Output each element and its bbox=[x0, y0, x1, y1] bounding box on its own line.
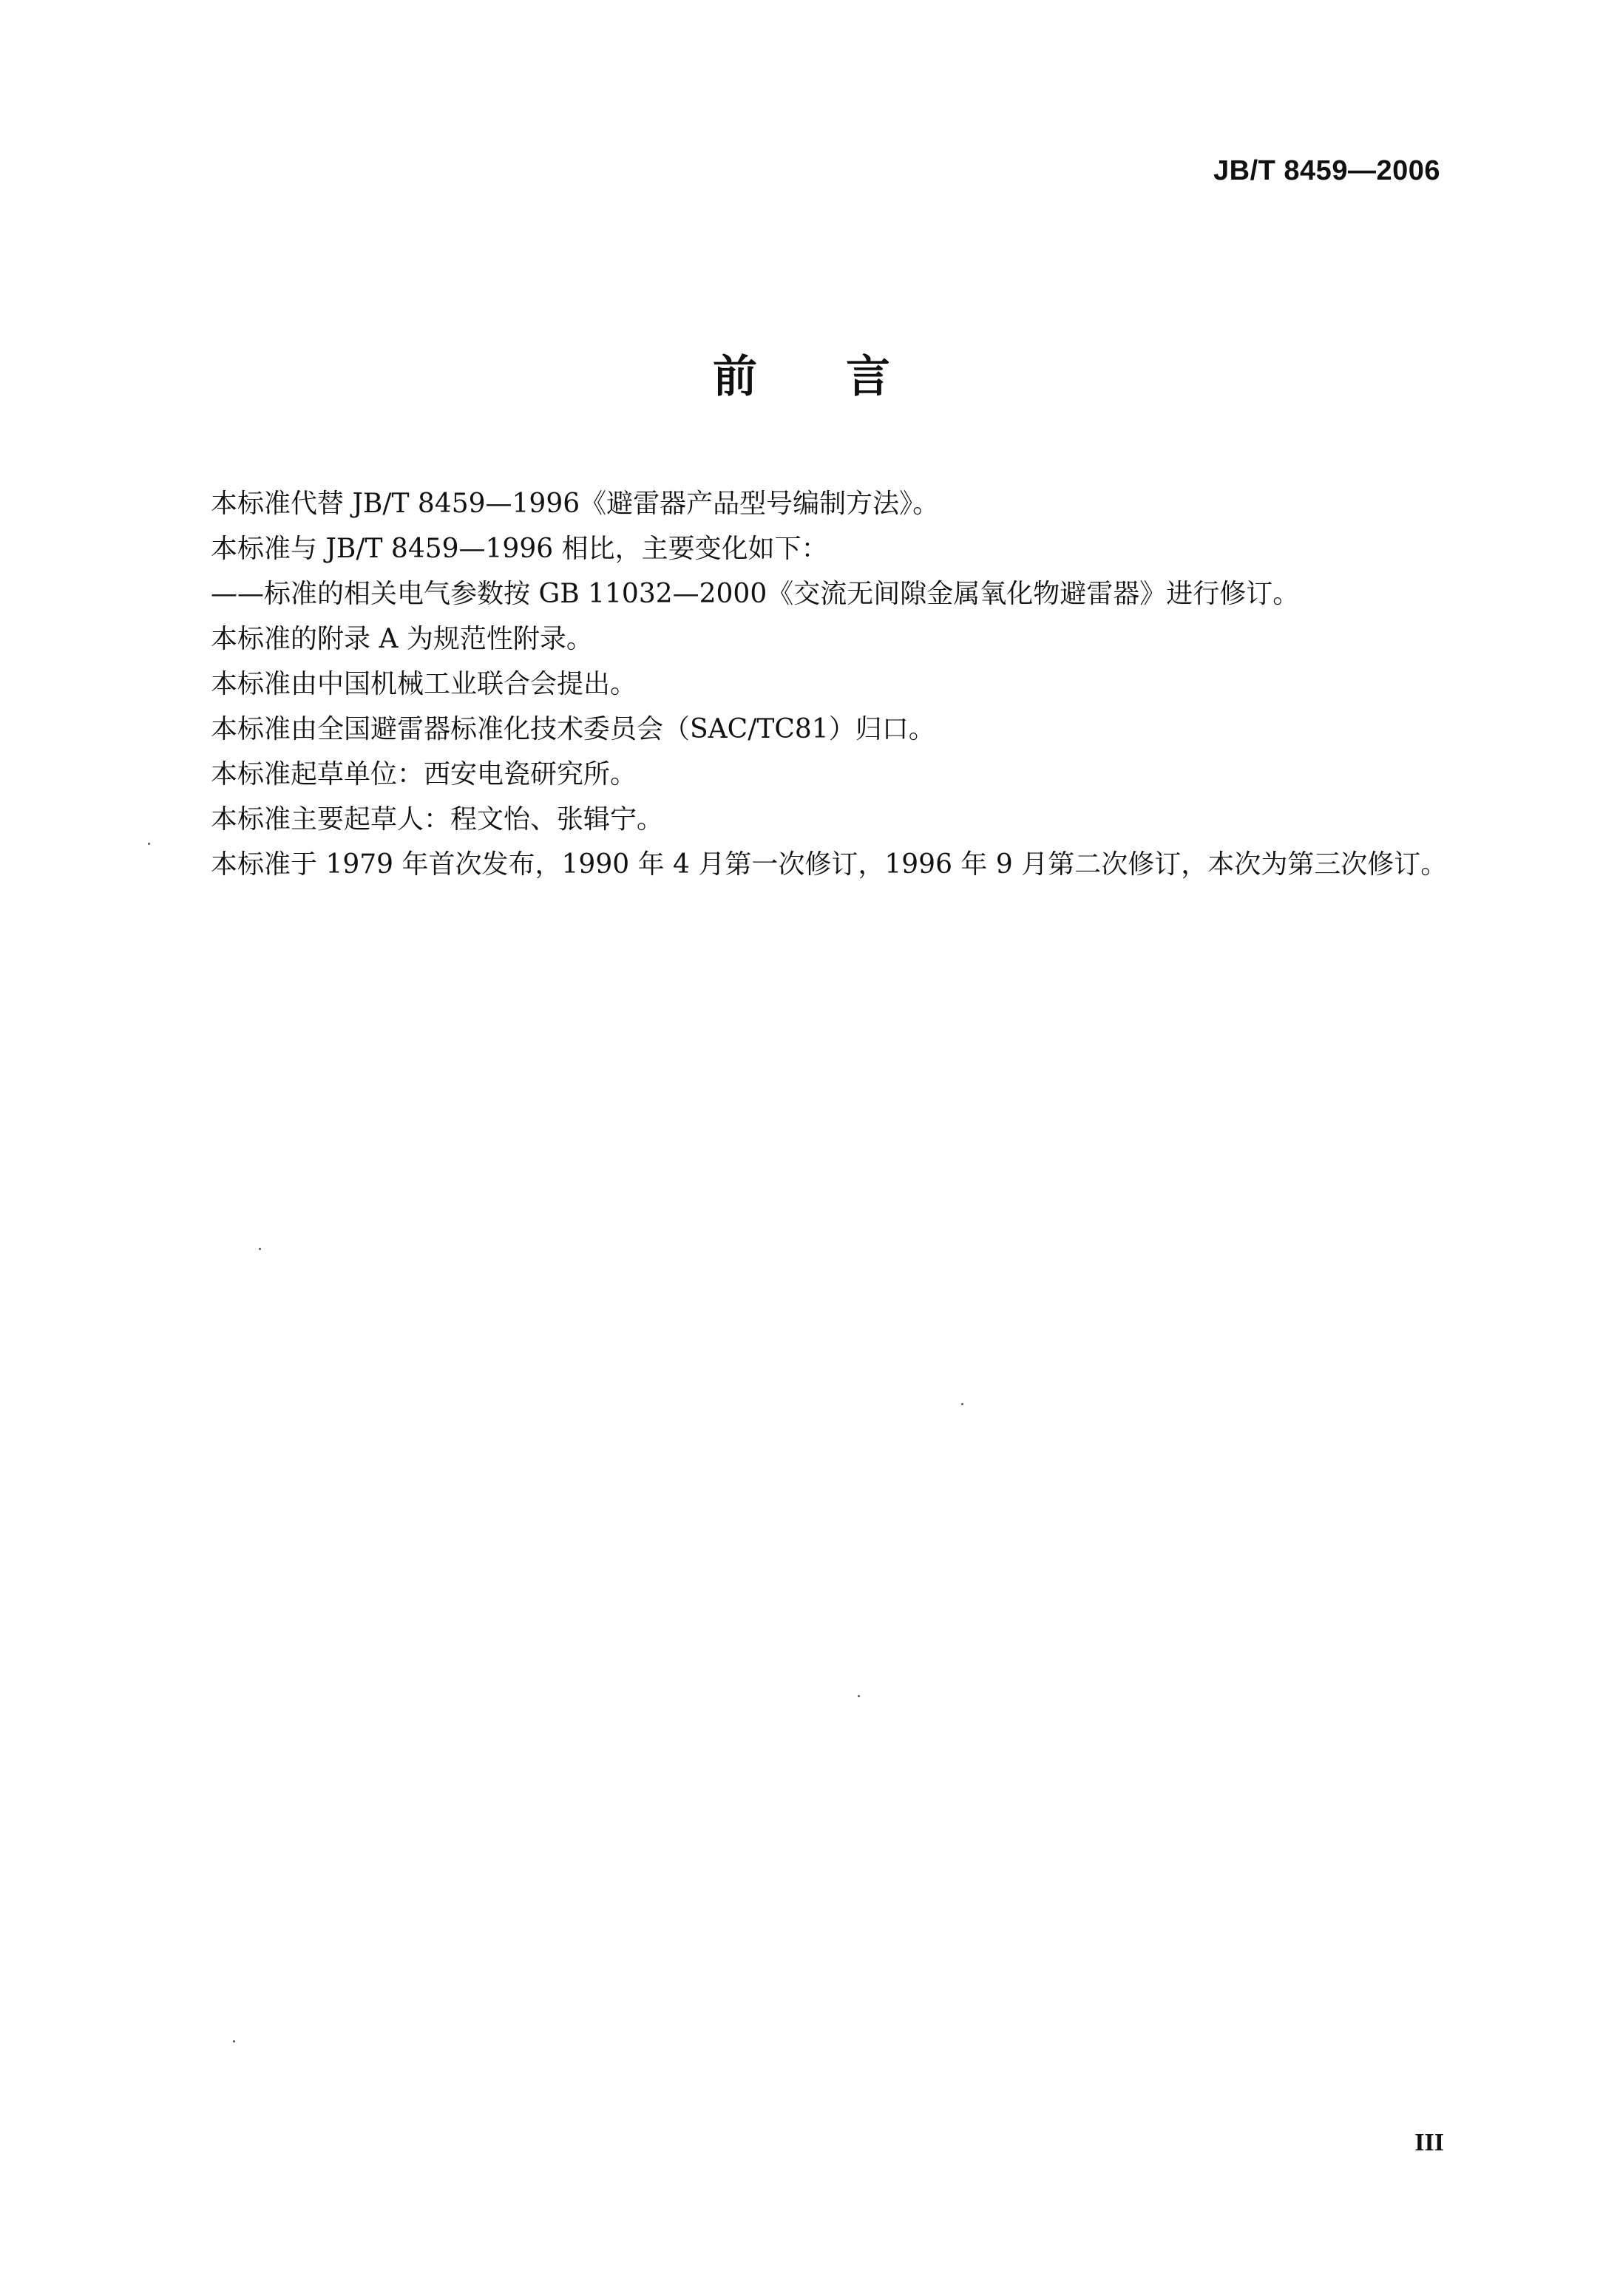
document-number: JB/T 8459—2006 bbox=[1213, 155, 1440, 186]
paragraph: 本标准由中国机械工业联合会提出。 bbox=[211, 669, 637, 699]
foreword-body bbox=[211, 488, 1453, 894]
paragraph: 本标准于 1979 年首次发布，1990 年 4 月第一次修订，1996 年 9 月第二次修订，本次为第三次修订。 bbox=[211, 849, 1448, 880]
scan-speck bbox=[148, 843, 150, 845]
scan-speck bbox=[233, 2040, 235, 2042]
scan-speck bbox=[961, 1403, 963, 1405]
page-number: III bbox=[1414, 2129, 1444, 2156]
scan-speck bbox=[259, 1248, 261, 1250]
page-title: 前言 bbox=[713, 351, 979, 403]
paragraph: 本标准代替 JB/T 8459—1996《避雷器产品型号编制方法》。 bbox=[211, 489, 940, 519]
paragraph: ——标准的相关电气参数按 GB 11032—2000《交流无间隙金属氧化物避雷器》进行修订。 bbox=[211, 579, 1300, 609]
scan-speck bbox=[858, 1695, 860, 1697]
paragraph: 本标准主要起草人：程文怡、张辑宁。 bbox=[211, 804, 664, 835]
paragraph: 本标准的附录 A 为规范性附录。 bbox=[211, 624, 593, 654]
paragraph: 本标准起草单位：西安电瓷研究所。 bbox=[211, 759, 637, 789]
paragraph: 本标准与 JB/T 8459—1996 相比，主要变化如下： bbox=[211, 534, 828, 564]
paragraph: 本标准由全国避雷器标准化技术委员会（SAC/TC81）归口。 bbox=[211, 714, 935, 744]
